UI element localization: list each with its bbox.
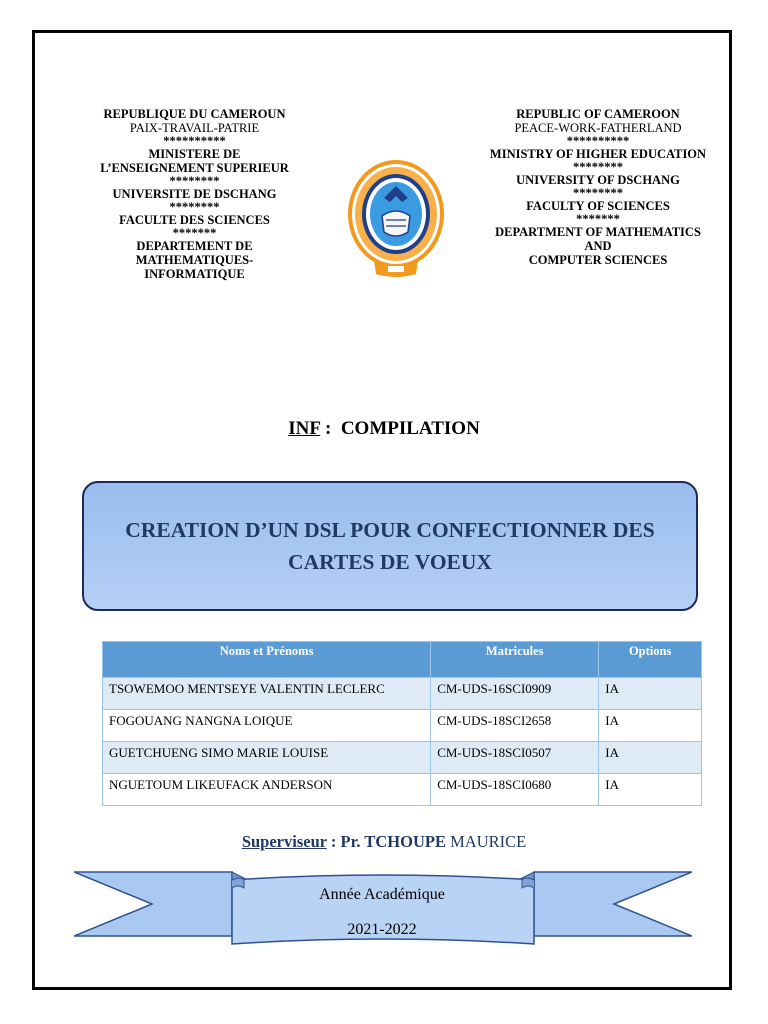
student-name: TSOWEMOO MENTSEYE VALENTIN LECLERC (103, 678, 431, 710)
course-separator: : (320, 418, 341, 439)
table-header-row (103, 642, 702, 678)
title-line-2: CARTES DE VOEUX (288, 550, 492, 574)
header-line: PEACE-WORK-FATHERLAND (514, 121, 682, 135)
course-heading (0, 418, 768, 440)
header-line: FACULTY OF SCIENCES (526, 199, 670, 213)
header-line: PAIX-TRAVAIL-PATRIE (129, 121, 260, 135)
header-line: DEPARTEMENT DE (136, 239, 253, 253)
title-box (82, 481, 698, 611)
header-line: MINISTERE DE (148, 147, 241, 161)
header-line: MINISTRY OF HIGHER EDUCATION (489, 147, 707, 161)
student-name: NGUETOUM LIKEUFACK ANDERSON (103, 774, 431, 806)
student-option: IA (599, 742, 702, 774)
student-matricule: CM-UDS-16SCI0909 (431, 678, 599, 710)
academic-year-label: Année Académique (319, 886, 445, 903)
header-names: Noms et Prénoms (103, 642, 431, 678)
header-line: INFORMATIQUE (144, 267, 245, 281)
students-table (102, 641, 702, 806)
university-logo (344, 156, 448, 280)
student-matricule: CM-UDS-18SCI2658 (431, 710, 599, 742)
header-line: ******* (576, 212, 620, 226)
banner-right-tail (534, 872, 692, 936)
header-english (482, 107, 714, 267)
student-option: IA (599, 710, 702, 742)
header-line: ******** (573, 186, 623, 200)
student-option: IA (599, 774, 702, 806)
student-matricule: CM-UDS-18SCI0680 (431, 774, 599, 806)
course-code: INF (288, 418, 321, 439)
header-line: DEPARTMENT OF MATHEMATICS (495, 225, 701, 239)
header-line: REPUBLIC OF CAMEROON (516, 107, 680, 121)
header-line: FACULTE DES SCIENCES (119, 213, 270, 227)
header-line: ******** (573, 160, 623, 174)
table-row (103, 678, 702, 710)
header-line: COMPUTER SCIENCES (528, 253, 668, 267)
student-name: FOGOUANG NANGNA LOIQUE (103, 710, 431, 742)
student-matricule: CM-UDS-18SCI0507 (431, 742, 599, 774)
supervisor-separator: : (326, 832, 341, 851)
student-name: GUETCHUENG SIMO MARIE LOUISE (103, 742, 431, 774)
header-line: ******** (169, 200, 220, 214)
header-line: MATHEMATIQUES- (135, 253, 254, 267)
header-line: L’ENSEIGNEMENT SUPERIEUR (100, 161, 289, 175)
table-row (103, 742, 702, 774)
header-line: ********** (566, 134, 630, 148)
banner-left-tail (74, 872, 232, 936)
project-title (105, 514, 674, 578)
header-french (92, 107, 297, 281)
supervisor-label: Superviseur (241, 832, 327, 851)
supervisor-name: MAURICE (445, 832, 527, 851)
supervisor-line (0, 832, 768, 852)
title-line-1: CREATION D’UN DSL POUR CONFECTIONNER DES (125, 518, 655, 542)
header-line: UNIVERSITE DE DSCHANG (112, 187, 277, 201)
header-line: REPUBLIQUE DU CAMEROUN (103, 107, 286, 121)
table-row (103, 710, 702, 742)
header-line: ******* (172, 226, 217, 240)
course-name: COMPILATION (340, 418, 480, 439)
header-matricules: Matricules (431, 642, 599, 678)
student-option: IA (599, 678, 702, 710)
header-options: Options (599, 642, 702, 678)
header-line: ********** (163, 134, 226, 148)
academic-year-value: 2021-2022 (347, 921, 417, 938)
supervisor-title: Pr. TCHOUPE (340, 832, 446, 851)
header-line: AND (584, 239, 612, 253)
table-row (103, 774, 702, 806)
header-line: UNIVERSITY OF DSCHANG (516, 173, 680, 187)
header-line: ******** (169, 174, 220, 188)
